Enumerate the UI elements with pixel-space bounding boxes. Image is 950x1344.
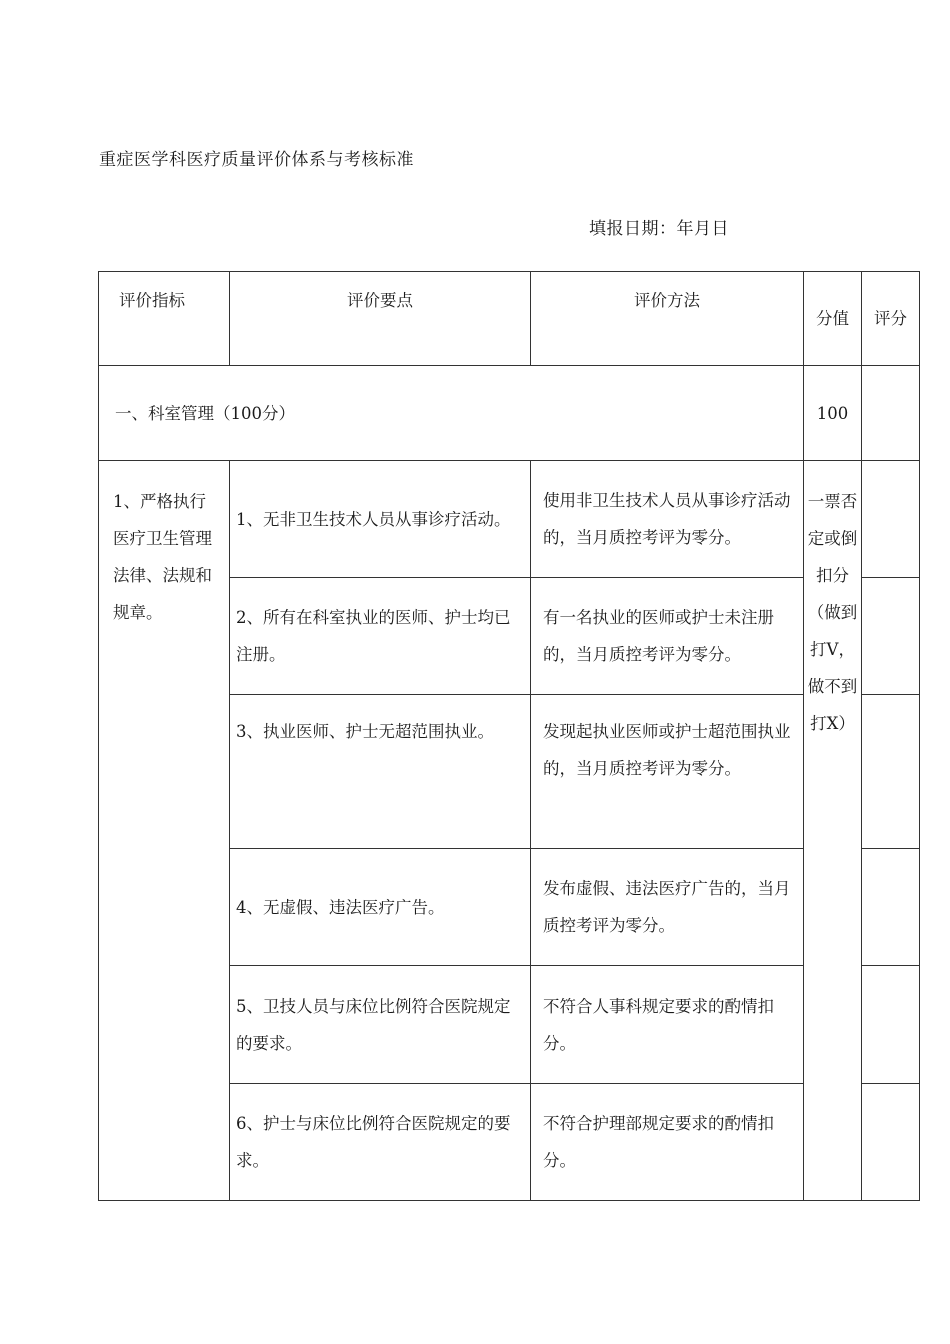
fill-date bbox=[589, 214, 729, 239]
header-score-value: 分值 bbox=[804, 272, 862, 366]
method-cell: 不符合人事科规定要求的酌情扣分。 bbox=[531, 966, 804, 1084]
method-cell: 发现起执业医师或护士超范围执业的，当月质控考评为零分。 bbox=[531, 695, 804, 849]
section-rating-cell bbox=[862, 366, 920, 461]
point-cell: 5、卫技人员与床位比例符合医院规定的要求。 bbox=[230, 966, 531, 1084]
point-cell: 4、无虚假、违法医疗广告。 bbox=[230, 849, 531, 966]
point-cell: 6、护士与床位比例符合医院规定的要求。 bbox=[230, 1084, 531, 1201]
rating-cell bbox=[862, 1084, 920, 1201]
method-cell: 不符合护理部规定要求的酌情扣分。 bbox=[531, 1084, 804, 1201]
section-row bbox=[99, 366, 920, 461]
score-rule-cell: 一票否定或倒扣分（做到打V，做不到打X） bbox=[804, 461, 862, 1201]
header-method: 评价方法 bbox=[531, 272, 804, 366]
section-title: 一、科室管理（100分） bbox=[99, 366, 804, 461]
section-score: 100 bbox=[804, 366, 862, 461]
method-cell: 使用非卫生技术人员从事诊疗活动的，当月质控考评为零分。 bbox=[531, 461, 804, 578]
evaluation-table bbox=[98, 271, 920, 1201]
header-point: 评价要点 bbox=[230, 272, 531, 366]
table-row bbox=[99, 461, 920, 578]
rating-cell bbox=[862, 849, 920, 966]
header-indicator: 评价指标 bbox=[99, 272, 230, 366]
method-cell: 有一名执业的医师或护士未注册的，当月质控考评为零分。 bbox=[531, 578, 804, 695]
rating-cell bbox=[862, 695, 920, 849]
fill-date-value: 年月日 bbox=[676, 219, 729, 239]
indicator-cell: 1、严格执行医疗卫生管理法律、法规和规章。 bbox=[99, 461, 230, 1201]
rating-cell bbox=[862, 461, 920, 578]
method-cell: 发布虚假、违法医疗广告的，当月质控考评为零分。 bbox=[531, 849, 804, 966]
rating-cell bbox=[862, 966, 920, 1084]
point-cell: 2、所有在科室执业的医师、护士均已注册。 bbox=[230, 578, 531, 695]
document-title: 重症医学科医疗质量评价体系与考核标准 bbox=[99, 150, 414, 170]
point-cell: 3、执业医师、护士无超范围执业。 bbox=[230, 695, 531, 849]
rating-cell bbox=[862, 578, 920, 695]
header-rating: 评分 bbox=[862, 272, 920, 366]
header-row bbox=[99, 272, 920, 366]
point-cell: 1、无非卫生技术人员从事诊疗活动。 bbox=[230, 461, 531, 578]
fill-date-label: 填报日期： bbox=[589, 219, 677, 239]
